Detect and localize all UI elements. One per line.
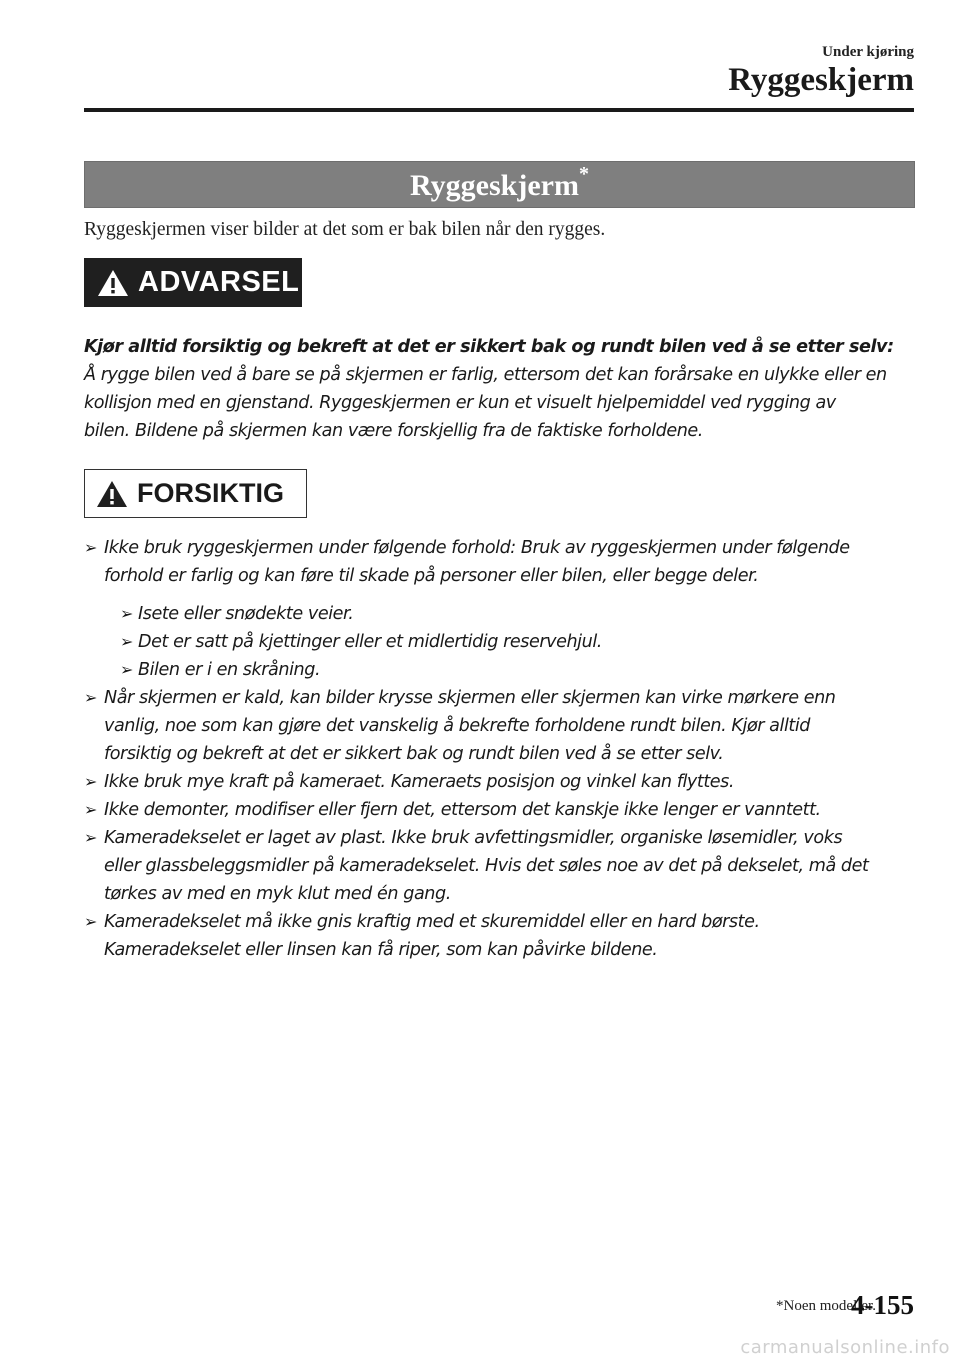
page-number: 4-155 bbox=[851, 1290, 914, 1320]
arrow-bullet-icon: ➢ bbox=[120, 632, 133, 651]
caution-line: Kameradekselet må ikke gnis kraftig med et skuremiddel eller en hard børste. bbox=[104, 912, 760, 932]
caution-line: Ikke bruk mye kraft på kameraet. Kameraets posisjon og vinkel kan flyttes. bbox=[104, 772, 735, 792]
arrow-bullet-icon: ➢ bbox=[84, 828, 97, 847]
caution-item bbox=[84, 768, 920, 796]
warning-label-box bbox=[84, 258, 302, 307]
header-rule bbox=[84, 108, 914, 112]
arrow-bullet-icon: ➢ bbox=[84, 912, 97, 931]
caution-line: tørkes av med en myk klut med én gang. bbox=[104, 884, 451, 904]
arrow-bullet-icon: ➢ bbox=[120, 604, 133, 623]
arrow-bullet-icon: ➢ bbox=[84, 688, 97, 707]
caution-item bbox=[84, 796, 920, 824]
caution-line: Kameradekselet eller linsen kan få riper, som kan påvirke bildene. bbox=[104, 940, 658, 960]
optional-model-marker: * bbox=[578, 162, 589, 185]
caution-line: forsiktig og bekreft at det er sikkert bak og rundt bilen ved å se etter selv. bbox=[104, 744, 724, 764]
caution-item bbox=[84, 824, 920, 908]
warning-line: kollisjon med en gjenstand. Ryggeskjermen er kun et visuelt hjelpemiddel ved rygging av bbox=[84, 393, 836, 413]
caution-line: eller glassbeleggsmidler på kameradekselet. Hvis det søles noe av det på dekselet, må det bbox=[104, 856, 869, 876]
intro-paragraph: Ryggeskjermen viser bilder at det som er bak bilen når den rygges. bbox=[84, 219, 606, 240]
caution-list bbox=[84, 534, 920, 964]
section-title: Ryggeskjerm* bbox=[410, 162, 589, 202]
caution-line: Når skjermen er kald, kan bilder krysse skjermen eller skjermen kan virke mørkere enn bbox=[104, 688, 836, 708]
warning-text bbox=[84, 333, 914, 445]
caution-line: Ikke demonter, modifiser eller fjern det, ettersom det kanskje ikke lenger er vanntett. bbox=[104, 800, 821, 820]
watermark: carmanualsonline.info bbox=[740, 1337, 950, 1358]
warning-label: ADVARSEL bbox=[138, 266, 300, 298]
caution-item bbox=[84, 908, 920, 964]
warning-line: Å rygge bilen ved å bare se på skjermen er farlig, ettersom det kan forårsake en ulykke eller en bbox=[84, 365, 887, 385]
caution-line: vanlig, noe som kan gjøre det vanskelig å bekrefte forholdene rundt bilen. Kjør alltid bbox=[104, 716, 810, 736]
arrow-bullet-icon: ➢ bbox=[84, 538, 97, 557]
warning-line: bilen. Bildene på skjermen kan være forskjellig fra de faktiske forholdene. bbox=[84, 421, 703, 441]
caution-item bbox=[84, 684, 920, 768]
caution-item bbox=[84, 534, 920, 590]
caution-line: Kameradekselet er laget av plast. Ikke bruk avfettingsmidler, organiske løsemidler, voks bbox=[104, 828, 843, 848]
header-title: Ryggeskjerm bbox=[728, 62, 914, 98]
caution-subitem: ➢ Bilen er i en skråning. bbox=[120, 656, 920, 684]
caution-subitem: ➢ Det er satt på kjettinger eller et midlertidig reservehjul. bbox=[120, 628, 920, 656]
caution-line: Ikke bruk ryggeskjermen under følgende forhold: Bruk av ryggeskjermen under følgende bbox=[104, 538, 850, 558]
warning-heading: Kjør alltid forsiktig og bekreft at det er sikkert bak og rundt bilen ved å se etter selv: bbox=[84, 337, 894, 357]
caution-sublist bbox=[84, 600, 920, 684]
warning-triangle-icon bbox=[96, 268, 130, 298]
caution-triangle-icon bbox=[95, 479, 129, 509]
caution-label: FORSIKTIG bbox=[137, 478, 284, 508]
caution-label-box bbox=[84, 469, 307, 518]
caution-subitem: ➢ Isete eller snødekte veier. bbox=[120, 600, 920, 628]
header-subtitle: Under kjøring bbox=[822, 44, 914, 60]
arrow-bullet-icon: ➢ bbox=[84, 772, 97, 791]
section-title-bar bbox=[84, 161, 915, 208]
arrow-bullet-icon: ➢ bbox=[120, 660, 133, 679]
arrow-bullet-icon: ➢ bbox=[84, 800, 97, 819]
footer-note: *Noen modeller. bbox=[776, 1298, 876, 1314]
caution-line: forhold er farlig og kan føre til skade på personer eller bilen, eller begge deler. bbox=[104, 566, 759, 586]
